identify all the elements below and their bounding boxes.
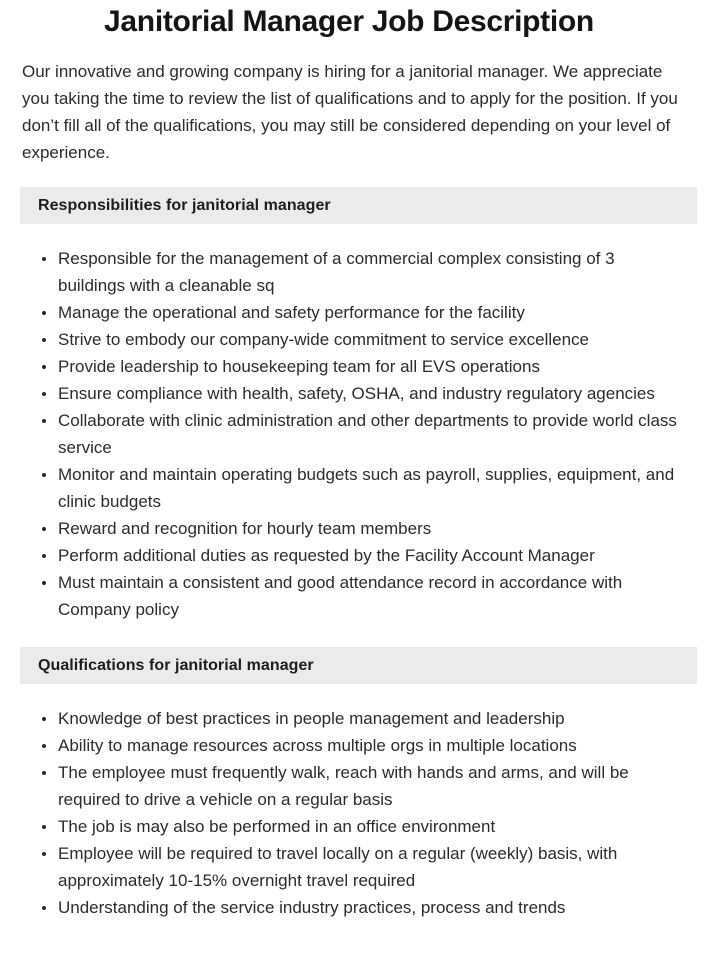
qualifications-list: [0, 705, 720, 921]
list-item: Manage the operational and safety performance for the facility: [0, 299, 720, 326]
section-responsibilities: [0, 187, 720, 623]
list-item: Responsible for the management of a commercial complex consisting of 3 buildings with a cleanable sq: [0, 245, 720, 299]
list-item: Understanding of the service industry practices, process and trends: [0, 894, 720, 921]
page-title: Janitorial Manager Job Description: [104, 5, 594, 38]
list-item: Ability to manage resources across multiple orgs in multiple locations: [0, 732, 720, 759]
list-item: Knowledge of best practices in people management and leadership: [0, 705, 720, 732]
list-item: Monitor and maintain operating budgets such as payroll, supplies, equipment, and clinic budgets: [0, 461, 720, 515]
section-header-responsibilities-label: Responsibilities for janitorial manager: [38, 196, 331, 214]
section-qualifications: [0, 647, 720, 921]
list-item: Reward and recognition for hourly team members: [0, 515, 720, 542]
responsibilities-list: [0, 245, 720, 623]
list-item: Provide leadership to housekeeping team for all EVS operations: [0, 353, 720, 380]
intro-paragraph: Our innovative and growing company is hiring for a janitorial manager. We appreciate you taking the time to review the list of qualifications and to apply for the position. If you don’t fill all of the qualifications, you may still be considered depending on your level of experience.: [22, 62, 678, 162]
section-header-responsibilities: [20, 187, 697, 224]
list-item: Strive to embody our company-wide commitment to service excellence: [0, 326, 720, 353]
list-item: Perform additional duties as requested by the Facility Account Manager: [0, 542, 720, 569]
list-item: Must maintain a consistent and good attendance record in accordance with Company policy: [0, 569, 720, 623]
list-item: Collaborate with clinic administration and other departments to provide world class service: [0, 407, 720, 461]
section-header-qualifications: [20, 647, 697, 684]
list-item: Employee will be required to travel locally on a regular (weekly) basis, with approximately 10-15% overnight travel required: [0, 840, 720, 894]
list-item: The employee must frequently walk, reach with hands and arms, and will be required to drive a vehicle on a regular basis: [0, 759, 720, 813]
list-item: The job is may also be performed in an office environment: [0, 813, 720, 840]
section-header-qualifications-label: Qualifications for janitorial manager: [38, 656, 314, 674]
list-item: Ensure compliance with health, safety, OSHA, and industry regulatory agencies: [0, 380, 720, 407]
